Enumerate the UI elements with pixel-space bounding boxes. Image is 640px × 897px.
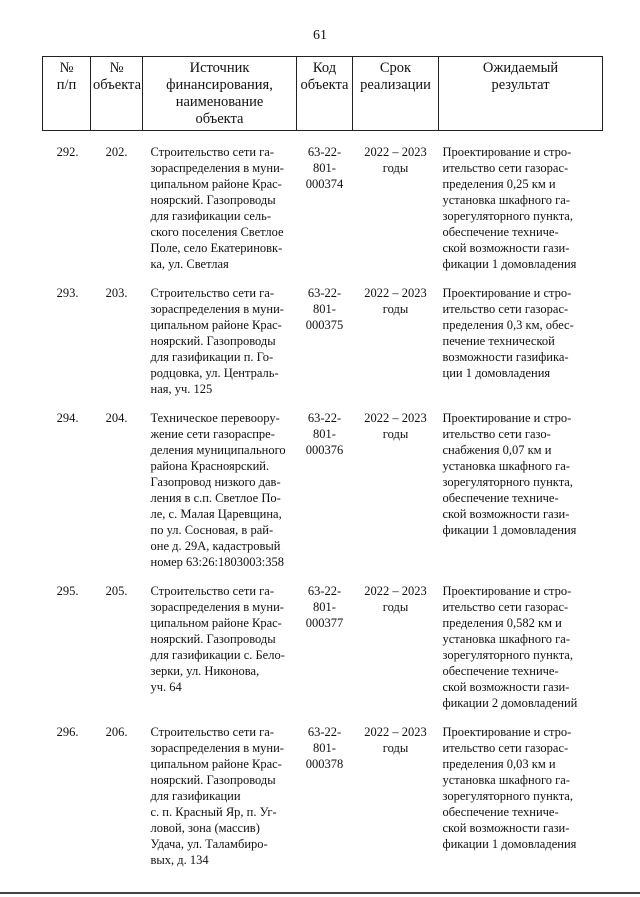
object-code-cell-line: 63-22-: [307, 411, 342, 425]
header-term-line: Срок: [379, 60, 412, 76]
term-cell-line: годы: [382, 600, 409, 614]
term-cell-line: 2022 – 2023: [364, 725, 427, 739]
financing-table: [42, 56, 603, 868]
result-cell-line: Проектирование и стро-: [442, 584, 572, 598]
object-number-cell-line: 202.: [105, 145, 128, 159]
result-cell-line: ительство сети газорас-: [442, 161, 569, 175]
row-number-cell-line: 296.: [56, 725, 79, 739]
result-cell-line: пределения 0,25 км и: [442, 177, 556, 191]
source-cell: [143, 272, 297, 397]
source-cell-line: Поле, село Екатериновк-: [150, 241, 283, 255]
source-cell-line: зораспределения в муни-: [150, 161, 284, 175]
page-number: 61: [313, 28, 327, 43]
header-source: [143, 57, 297, 131]
header-result: [439, 57, 603, 131]
result-cell-line: зорегуляторного пункта,: [442, 475, 573, 489]
table-row: [43, 272, 603, 397]
term-cell: [353, 131, 439, 273]
table-row: [43, 570, 603, 711]
result-cell-line: фикации 1 домовладения: [442, 837, 577, 851]
result-cell-line: зорегуляторного пункта,: [442, 789, 573, 803]
term-cell-line: годы: [382, 161, 409, 175]
source-cell-line: ноярский. Газопроводы: [150, 193, 276, 207]
row-number-cell: [43, 711, 91, 868]
object-number-cell: [91, 397, 143, 570]
source-cell-line: зораспределения в муни-: [150, 302, 284, 316]
object-code-cell-line: 63-22-: [307, 286, 342, 300]
header-row-number: [43, 57, 91, 131]
object-number-cell: [91, 131, 143, 273]
source-cell-line: ная, уч. 125: [150, 382, 213, 396]
source-cell-line: Строительство сети га-: [150, 145, 274, 159]
result-cell-line: ской возможности гази-: [442, 821, 570, 835]
term-cell-line: годы: [382, 427, 409, 441]
object-code-cell-line: 801-: [313, 427, 336, 441]
object-code-cell-line: 000374: [305, 177, 344, 191]
result-cell-line: ительство сети газорас-: [442, 302, 569, 316]
source-cell-line: для газификации: [150, 789, 241, 803]
result-cell-line: фикации 2 домовладений: [442, 696, 578, 710]
source-cell-line: ципальном районе Крас-: [150, 318, 282, 332]
header-object-number: [91, 57, 143, 131]
source-cell-line: ловой, зона (массив): [150, 821, 260, 835]
source-cell-line: зораспределения в муни-: [150, 600, 284, 614]
object-number-cell: [91, 711, 143, 868]
object-code-cell-line: 801-: [313, 741, 336, 755]
term-cell-line: годы: [382, 741, 409, 755]
header-source-line: объекта: [195, 111, 244, 127]
result-cell-line: ской возможности гази-: [442, 241, 570, 255]
source-cell-line: Строительство сети га-: [150, 725, 274, 739]
source-cell-line: ципальном районе Крас-: [150, 177, 282, 191]
header-source-line: финансирования,: [166, 77, 273, 93]
object-code-cell-line: 801-: [313, 161, 336, 175]
object-number-cell-line: 204.: [105, 411, 128, 425]
object-code-cell-line: 000375: [305, 318, 344, 332]
table-row: [43, 711, 603, 868]
source-cell: [143, 570, 297, 711]
result-cell-line: обеспечение техниче-: [442, 805, 559, 819]
source-cell-line: для газификации п. Го-: [150, 350, 274, 364]
source-cell-line: ноярский. Газопроводы: [150, 334, 276, 348]
source-cell-line: для газификации с. Бело-: [150, 648, 285, 662]
header-result-line: результат: [491, 77, 550, 93]
result-cell-line: установка шкафного га-: [442, 193, 570, 207]
source-cell: [143, 131, 297, 273]
source-cell: [143, 711, 297, 868]
result-cell-line: обеспечение техниче-: [442, 225, 559, 239]
term-cell-line: 2022 – 2023: [364, 145, 427, 159]
source-cell-line: зораспределения в муни-: [150, 741, 284, 755]
result-cell-line: зорегуляторного пункта,: [442, 648, 573, 662]
result-cell-line: возможности газифика-: [442, 350, 569, 364]
header-term-line: реализации: [360, 77, 431, 93]
header-source-line: наименование: [175, 94, 264, 110]
object-code-cell: [297, 131, 353, 273]
table-row: [43, 397, 603, 570]
result-cell: [439, 131, 603, 273]
source-cell-line: по ул. Сосновая, в рай-: [150, 523, 274, 537]
result-cell-line: обеспечение техниче-: [442, 664, 559, 678]
object-number-cell: [91, 570, 143, 711]
result-cell-line: установка шкафного га-: [442, 632, 570, 646]
result-cell: [439, 272, 603, 397]
term-cell: [353, 711, 439, 868]
row-number-cell-line: 292.: [56, 145, 79, 159]
header-object-code: [297, 57, 353, 131]
header-term: [353, 57, 439, 131]
result-cell-line: снабжения 0,07 км и: [442, 443, 552, 457]
result-cell-line: зорегуляторного пункта,: [442, 209, 573, 223]
object-code-cell: [297, 397, 353, 570]
source-cell-line: жение сети газораспре-: [150, 427, 275, 441]
source-cell-line: деления муниципального: [150, 443, 286, 457]
source-cell-line: района Красноярский.: [150, 459, 270, 473]
result-cell-line: фикации 1 домовладения: [442, 257, 577, 271]
term-cell: [353, 570, 439, 711]
row-number-cell: [43, 272, 91, 397]
row-number-cell: [43, 397, 91, 570]
result-cell: [439, 711, 603, 868]
result-cell-line: пределения 0,582 км и: [442, 616, 562, 630]
result-cell-line: Проектирование и стро-: [442, 145, 572, 159]
result-cell-line: Проектирование и стро-: [442, 286, 572, 300]
object-code-cell: [297, 570, 353, 711]
result-cell-line: печение технической: [442, 334, 555, 348]
source-cell-line: Строительство сети га-: [150, 286, 274, 300]
result-cell-line: фикации 1 домовладения: [442, 523, 577, 537]
result-cell-line: установка шкафного га-: [442, 773, 570, 787]
object-code-cell: [297, 272, 353, 397]
source-cell-line: Удача, ул. Таламбиро-: [150, 837, 268, 851]
result-cell-line: ции 1 домовладения: [442, 366, 551, 380]
term-cell-line: годы: [382, 302, 409, 316]
result-cell: [439, 397, 603, 570]
result-cell-line: пределения 0,03 км и: [442, 757, 556, 771]
object-code-cell-line: 63-22-: [307, 145, 342, 159]
term-cell: [353, 397, 439, 570]
object-number-cell: [91, 272, 143, 397]
term-cell-line: 2022 – 2023: [364, 584, 427, 598]
header-source-line: Источник: [189, 60, 250, 76]
result-cell: [439, 570, 603, 711]
source-cell-line: вых, д. 134: [150, 853, 209, 867]
result-cell-line: ской возможности гази-: [442, 507, 570, 521]
result-cell-line: пределения 0,3 км, обес-: [442, 318, 574, 332]
source-cell-line: ноярский. Газопроводы: [150, 632, 276, 646]
object-code-cell: [297, 711, 353, 868]
object-code-cell-line: 63-22-: [307, 725, 342, 739]
source-cell-line: родцовка, ул. Централь-: [150, 366, 279, 380]
source-cell-line: зерки, ул. Никонова,: [150, 664, 260, 678]
header-result-line: Ожидаемый: [482, 60, 559, 76]
table-header-row: [43, 57, 603, 131]
source-cell-line: ципальном районе Крас-: [150, 757, 282, 771]
source-cell-line: ка, ул. Светлая: [150, 257, 229, 271]
source-cell-line: ле, с. Малая Царевщина,: [150, 507, 282, 521]
result-cell-line: обеспечение техниче-: [442, 491, 559, 505]
source-cell-line: оне д. 29А, кадастровый: [150, 539, 281, 553]
source-cell: [143, 397, 297, 570]
header-row-number-line: п/п: [56, 77, 77, 93]
term-cell-line: 2022 – 2023: [364, 286, 427, 300]
object-code-cell-line: 801-: [313, 302, 336, 316]
result-cell-line: ительство сети газо-: [442, 427, 551, 441]
term-cell-line: 2022 – 2023: [364, 411, 427, 425]
source-cell-line: ципальном районе Крас-: [150, 616, 282, 630]
object-number-cell-line: 206.: [105, 725, 128, 739]
source-cell-line: ского поселения Светлое: [150, 225, 284, 239]
header-object-code-line: объекта: [300, 77, 349, 93]
row-number-cell: [43, 570, 91, 711]
header-row-number-line: №: [59, 60, 74, 76]
source-cell-line: ления в с.п. Светлое По-: [150, 491, 281, 505]
source-cell-line: с. п. Красный Яр, п. Уг-: [150, 805, 277, 819]
header-object-number-line: №: [109, 60, 124, 76]
term-cell: [353, 272, 439, 397]
source-cell-line: Техническое перевоору-: [150, 411, 280, 425]
result-cell-line: Проектирование и стро-: [442, 725, 572, 739]
object-number-cell-line: 203.: [105, 286, 128, 300]
table-row: [43, 131, 603, 273]
source-cell-line: для газификации сель-: [150, 209, 272, 223]
row-number-cell-line: 295.: [56, 584, 79, 598]
page-bottom-edge: [0, 892, 640, 894]
object-number-cell-line: 205.: [105, 584, 128, 598]
header-object-number-line: объекта: [93, 77, 142, 93]
header-object-code-line: Код: [312, 60, 337, 76]
object-code-cell-line: 000376: [305, 443, 344, 457]
result-cell-line: ской возможности гази-: [442, 680, 570, 694]
result-cell-line: ительство сети газорас-: [442, 741, 569, 755]
result-cell-line: установка шкафного га-: [442, 459, 570, 473]
object-code-cell-line: 000377: [305, 616, 344, 630]
source-cell-line: номер 63:26:1803003:358: [150, 555, 284, 569]
row-number-cell-line: 293.: [56, 286, 79, 300]
result-cell-line: ительство сети газорас-: [442, 600, 569, 614]
object-code-cell-line: 000378: [305, 757, 344, 771]
object-code-cell-line: 801-: [313, 600, 336, 614]
source-cell-line: ноярский. Газопроводы: [150, 773, 276, 787]
row-number-cell-line: 294.: [56, 411, 79, 425]
result-cell-line: Проектирование и стро-: [442, 411, 572, 425]
row-number-cell: [43, 131, 91, 273]
object-code-cell-line: 63-22-: [307, 584, 342, 598]
source-cell-line: Газопровод низкого дав-: [150, 475, 281, 489]
source-cell-line: уч. 64: [150, 680, 182, 694]
source-cell-line: Строительство сети га-: [150, 584, 274, 598]
